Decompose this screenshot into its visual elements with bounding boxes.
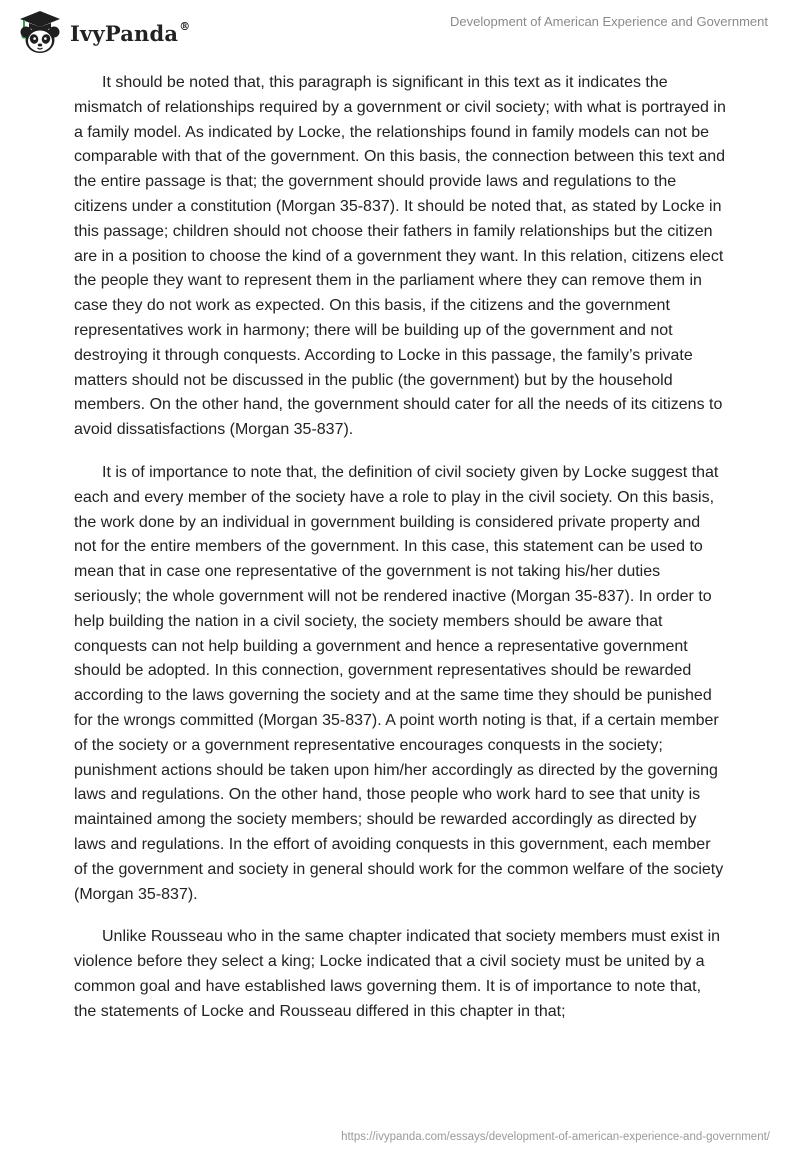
essay-body <box>74 71 726 1042</box>
source-url[interactable]: https://ivypanda.com/essays/development-of-american-experience-and-government/ <box>341 1131 770 1143</box>
document-title: Development of American Experience and Government <box>450 14 768 29</box>
brand-name: IvyPanda® <box>70 19 191 46</box>
panda-graduate-icon <box>14 8 64 56</box>
brand-logo[interactable] <box>14 8 190 56</box>
essay-paragraph: It should be noted that, this paragraph is significant in this text as it indicates the mismatch of relationships required by a government or civil society; with what is portrayed in a family model. As indicated by Locke, the relationships found in family models can not be comparable with that of the government. On this basis, the connection between this text and the entire passage is that; the government should provide laws and regulations to the citizens under a constitution (Morgan 35-837). It should be noted that, as stated by Locke in this passage; children should not choose their fathers in family relationships but the citizen are in a position to choose the kind of a government they want. In this relation, citizens elect the people they want to represent them in the parliament where they can remove them in case they do not work as expected. On this basis, if the citizens and the government representatives work in harmony; there will be building up of the government and not destroying it through conquests. According to Locke in this passage, the family’s private matters should not be discussed in the public (the government) but by the household members. On the other hand, the government should cater for all the needs of its citizens to avoid dissatisfactions (Morgan 35-837). <box>74 74 726 439</box>
page-header <box>0 0 800 60</box>
essay-paragraph: It is of importance to note that, the definition of civil society given by Locke suggest that each and every member of the society have a role to play in the civil society. On this basis, the work done by an individual in government building is considered private property and not for the entire members of the government. In this case, this statement can be used to mean that in case one representative of the government is not taking his/her duties seriously; the whole government will not be rendered inactive (Morgan 35-837). In order to help building the nation in a civil society, the society members should be aware that conquests can not help building a government and hence a representative government should be adopted. In this connection, government representatives should be rewarded according to the laws governing the society and at the same time they should be punished for the wrongs committed (Morgan 35-837). A point worth noting is that, if a certain member of the society or a government representative encourages conquests in the society; punishment actions should be taken upon him/her accordingly as directed by the governing laws and regulations. On the other hand, those people who work hard to see that unity is maintained among the society members; should be rewarded accordingly as directed by laws and regulations. In the effort of avoiding conquests in this government, each member of the government and society in general should work for the common welfare of the society (Morgan 35-837). <box>74 463 724 903</box>
essay-paragraph: Unlike Rousseau who in the same chapter indicated that society members must exist in violence before they select a king; Locke indicated that a civil society must be united by a common goal and have established laws governing them. It is of importance to note that, the statements of Locke and Rousseau differed in this chapter in that; <box>74 928 721 1020</box>
